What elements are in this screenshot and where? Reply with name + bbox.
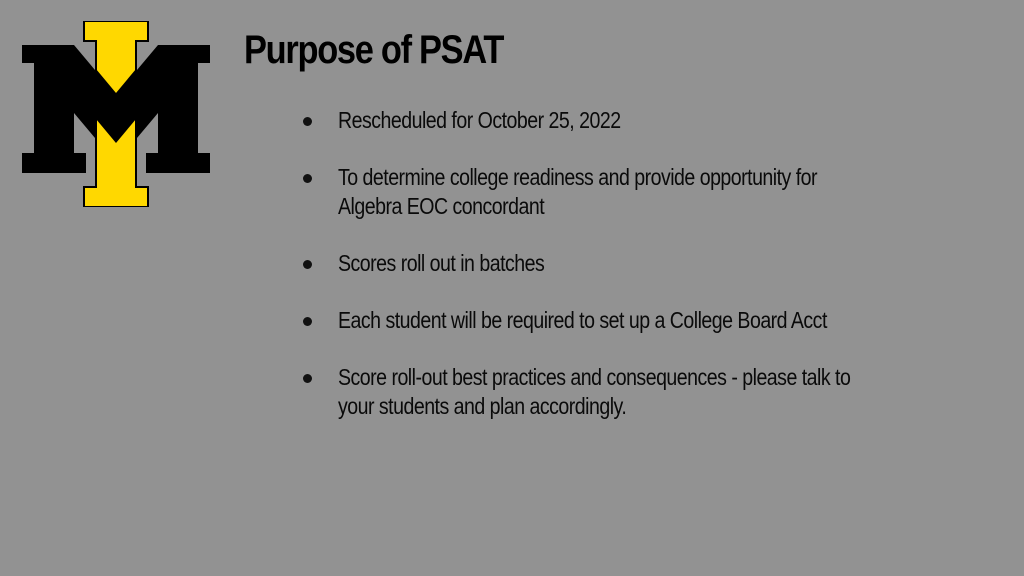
bullet-text: To determine college readiness and provide opportunity for Algebra EOC concordant: [338, 164, 818, 219]
bullet-text: Each student will be required to set up a College Board Acct: [338, 307, 827, 333]
bullet-dot-icon: [303, 317, 312, 326]
bullet-text: Rescheduled for October 25, 2022: [338, 107, 621, 133]
bullet-list: [300, 106, 950, 449]
bullet-item: [300, 306, 950, 335]
bullet-dot-icon: [303, 374, 312, 383]
bullet-dot-icon: [303, 260, 312, 269]
bullet-text: Score roll-out best practices and consequences - please talk to your students and plan accordingly.: [338, 364, 851, 419]
school-logo: [22, 21, 210, 207]
bullet-text: Scores roll out in batches: [338, 250, 545, 276]
bullet-item: [300, 363, 950, 421]
bullet-dot-icon: [303, 117, 312, 126]
bullet-item: [300, 249, 950, 278]
bullet-dot-icon: [303, 174, 312, 183]
bullet-item: [300, 163, 950, 221]
bullet-item: [300, 106, 950, 135]
block-m-logo-icon: [22, 21, 210, 207]
slide-title: Purpose of PSAT: [244, 28, 504, 72]
